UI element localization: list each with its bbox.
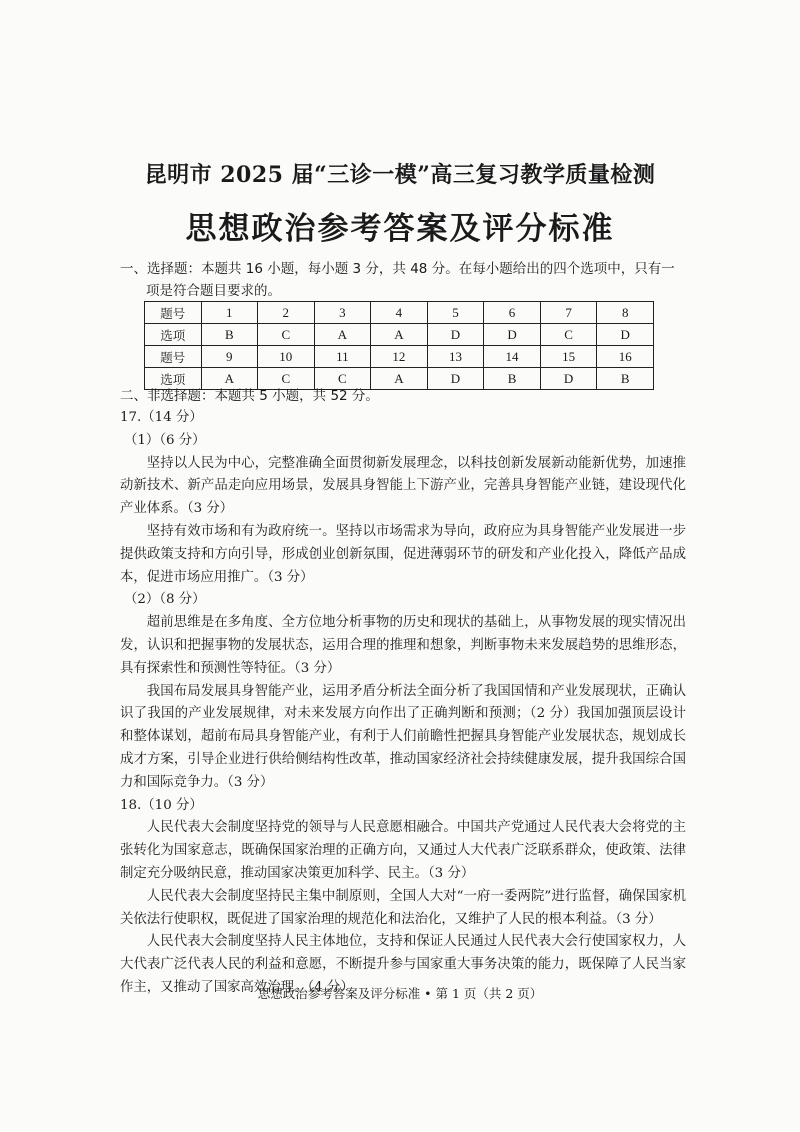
q17-part1-para1: 坚持以人民为中心，完整准确全面贯彻新发展理念，以科技创新发展新动能新优势，加速推动新技术、新产品走向应用场景，发展具身智能上下游产业，完善具身智能产业链，建设现代化产业体系。（3 分） [120, 455, 686, 517]
row-label: 选项 [145, 368, 202, 390]
question-number: 3 [314, 302, 371, 324]
row-label: 题号 [145, 302, 202, 324]
answer-option: A [201, 368, 257, 390]
answer-option: C [258, 368, 315, 390]
answer-option: A [314, 324, 371, 346]
answer-option: B [597, 368, 654, 390]
answer-option: A [371, 324, 428, 346]
question-number: 7 [540, 302, 597, 324]
answer-option: D [427, 324, 484, 346]
page-footer: 思想政治参考答案及评分标准 • 第 1 页（共 2 页） [257, 986, 543, 1001]
exam-title: 昆明市 2025 届“三诊一模”高三复习教学质量检测 [144, 162, 656, 188]
question-number: 15 [540, 346, 597, 368]
question-number: 9 [201, 346, 257, 368]
answer-option: C [258, 324, 315, 346]
q17-part2-label: （2）（8 分） [124, 592, 206, 608]
q17-part2-para2: 我国布局发展具身智能产业，运用矛盾分析法全面分析了我国国情和产业发展现状，正确认识了我国的产业发展规律，对未来发展方向作出了正确判断和预测；（2 分）我国加强顶层设计和整体谋划，超前布局具身智能产业，有利于人们前瞻性把握具身智能产业发展状态，规划成长成才方案，引导企业进行供给侧结构性改革，推动国家经济社会持续健康发展，提升我国综合国力和国际竞争力。（3 分） [120, 683, 686, 790]
section1-heading-line2: 项是符合题目要求的。 [146, 283, 281, 299]
question-number: 13 [427, 346, 484, 368]
section1-heading-line1: 一、选择题：本题共 16 小题，每小题 3 分，共 48 分。在每小题给出的四个选项中，只有一 [120, 261, 675, 277]
answer-option: D [597, 324, 654, 346]
q18-para2: 人民代表大会制度坚持民主集中制原则，全国人大对“一府一委两院”进行监督，确保国家机关依法行使职权，既促进了国家治理的规范化和法治化，又维护了人民的根本利益。（3 分） [120, 888, 686, 927]
answer-option: D [540, 368, 597, 390]
answer-table [144, 301, 654, 390]
row-label: 题号 [145, 346, 202, 368]
answer-option: A [371, 368, 428, 390]
table-row-answers-1 [145, 324, 654, 346]
answer-option: D [484, 324, 541, 346]
question-number: 10 [258, 346, 315, 368]
answer-option: C [314, 368, 371, 390]
answer-option: D [427, 368, 484, 390]
q18-para3: 人民代表大会制度坚持人民主体地位，支持和保证人民通过人民代表大会行使国家权力，人大代表广泛代表人民的利益和意愿，不断提升参与国家重大事务决策的能力，既保障了人民当家作主，又推动了国家高效治理。（4 分） [120, 934, 686, 995]
q17-part1-label: （1）（6 分） [124, 432, 206, 448]
question-number: 14 [484, 346, 541, 368]
table-row-numbers-2 [145, 346, 654, 368]
row-label: 选项 [145, 324, 202, 346]
question-number: 5 [427, 302, 484, 324]
question-number: 12 [371, 346, 428, 368]
q18-para1: 人民代表大会制度坚持党的领导与人民意愿相融合。中国共产党通过人民代表大会将党的主张转化为国家意志，既确保国家治理的正确方向，又通过人大代表广泛联系群众，使政策、法律制定充分吸纳民意，推动国家决策更加科学、民主。（3 分） [120, 820, 686, 881]
section1-heading [120, 258, 690, 302]
question-number: 6 [484, 302, 541, 324]
answer-option: C [540, 324, 597, 346]
q17-label: 17.（14 分） [120, 410, 203, 425]
question-number: 16 [597, 346, 654, 368]
answer-option: B [484, 368, 541, 390]
document-title: 思想政治参考答案及评分标准 [185, 211, 615, 247]
question-number: 8 [597, 302, 654, 324]
question-number: 2 [258, 302, 315, 324]
question-number: 1 [201, 302, 257, 324]
table-row-numbers-1 [145, 302, 654, 324]
question-number: 4 [371, 302, 428, 324]
section2-heading: 二、非选择题：本题共 5 小题，共 52 分。 [120, 388, 379, 404]
q17-part1-para2: 坚持有效市场和有为政府统一。坚持以市场需求为导向，政府应为具身智能产业发展进一步提供政策支持和方向引导，形成创业创新氛围，促进薄弱环节的研发和产业化投入，降低产品成本，促进市场应用推广。（3 分） [120, 523, 686, 585]
question-number: 11 [314, 346, 371, 368]
q17-part2-para1: 超前思维是在多角度、全方位地分析事物的历史和现状的基础上，从事物发展的现实情况出发，认识和把握事物的发展状态，运用合理的推理和想象，判断事物未来发展趋势的思维形态，具有探索性和预测性等特征。（3 分） [120, 615, 686, 676]
answer-option: B [201, 324, 257, 346]
answer-body [120, 407, 686, 1000]
q18-label: 18.（10 分） [120, 797, 203, 813]
